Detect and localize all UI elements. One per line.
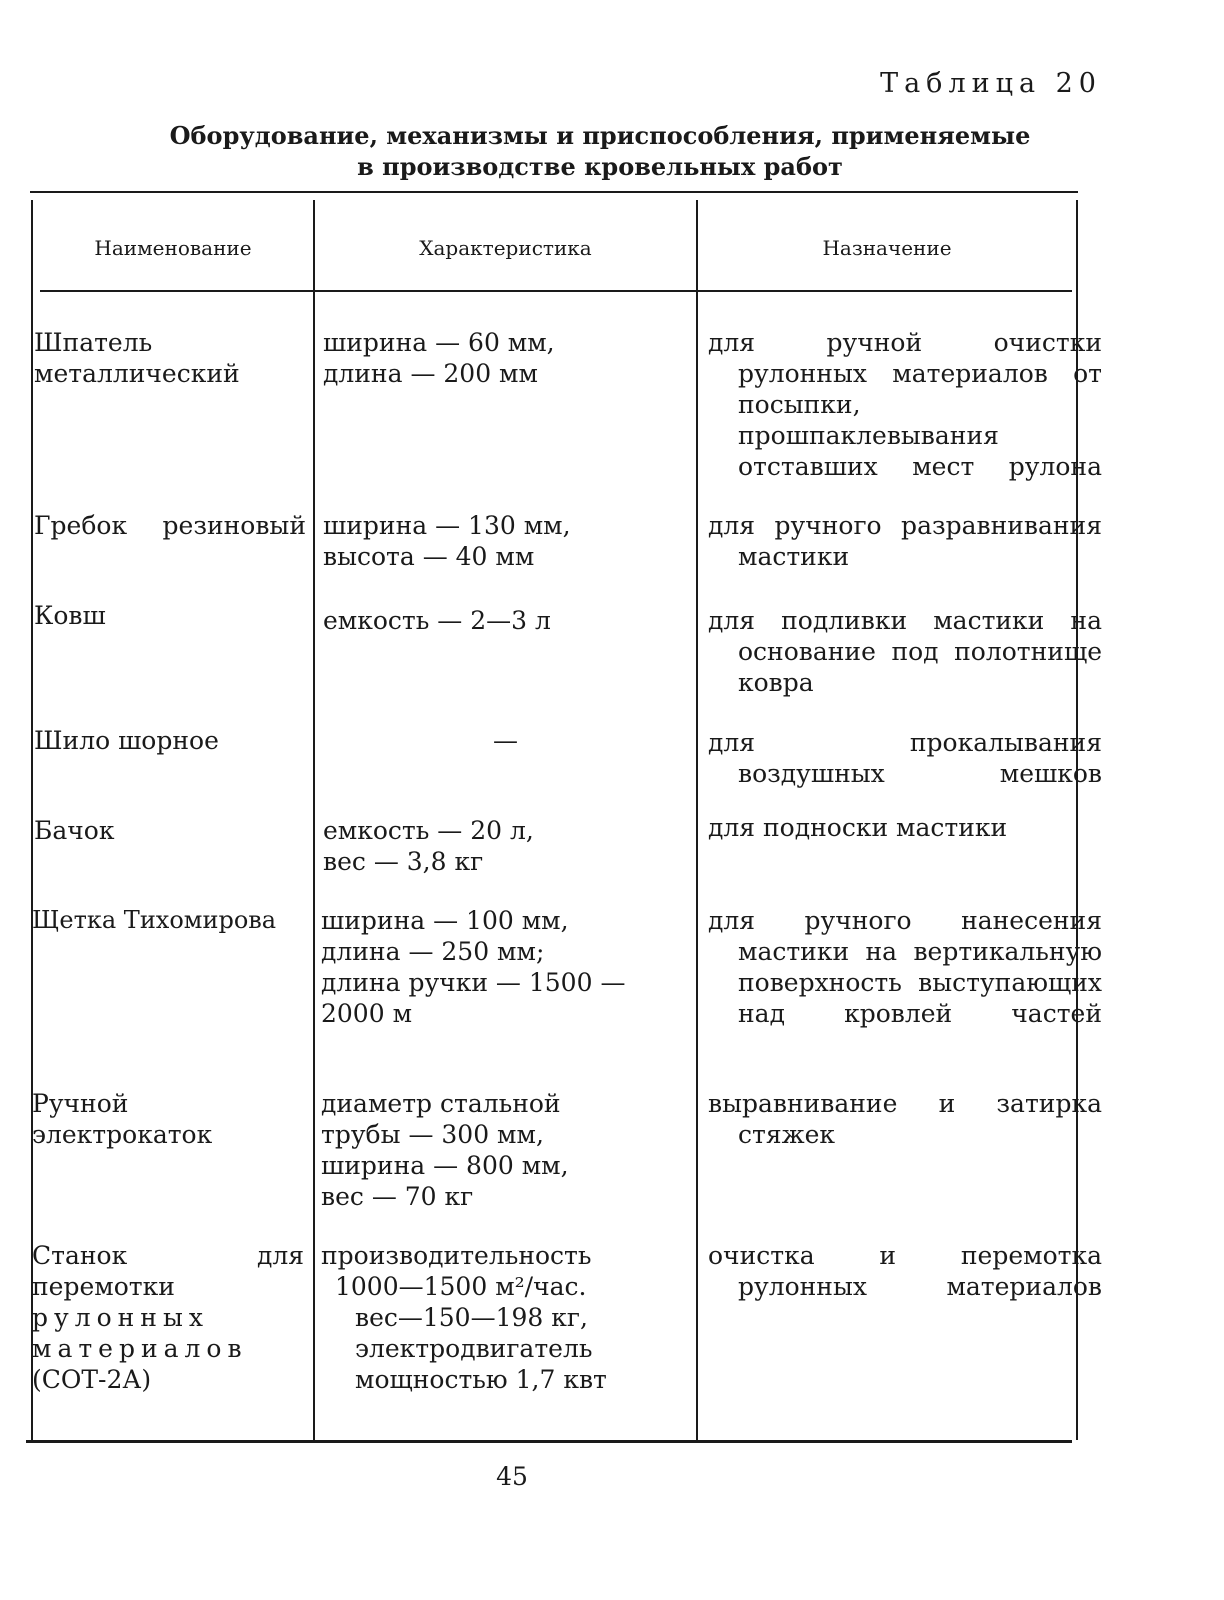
row-8-name: Станок для перемотки рулонных материалов (СОТ-2А) bbox=[32, 1241, 304, 1394]
row-4-name: Шило шорное bbox=[34, 726, 219, 755]
row-3-characteristic: емкость — 2—3 л bbox=[323, 606, 551, 635]
row-1-purpose: для ручной очистки рулонных материалов от посыпки, прошпаклевывания отставших мест рулона bbox=[708, 328, 1102, 481]
table-top-rule bbox=[30, 191, 1078, 193]
row-5-characteristic: емкость — 20 л, вес — 3,8 кг bbox=[323, 816, 534, 876]
row-5-name: Бачок bbox=[34, 816, 115, 845]
row-5-purpose: для подноски мастики bbox=[708, 813, 1008, 842]
row-7-purpose: выравнивание и затирка стяжек bbox=[708, 1089, 1102, 1149]
row-4-purpose: для прокалывания воздушных мешков bbox=[708, 728, 1102, 788]
row-8-characteristic: производительность 1000—1500 м²/час. вес—150—198 кг, электродвигатель мощностью 1,7 квт bbox=[321, 1241, 607, 1394]
header-name: Наименование bbox=[94, 236, 252, 260]
row-3-name: Ковш bbox=[34, 601, 106, 630]
header-purpose: Назначение bbox=[822, 236, 952, 260]
column-divider-2 bbox=[696, 200, 698, 1440]
row-2-name: Гребок резиновый bbox=[34, 511, 306, 540]
header-bottom-rule bbox=[40, 290, 1072, 292]
row-6-name: Щетка Тихомирова bbox=[32, 906, 277, 934]
row-6-characteristic: ширина — 100 мм, длина — 250 мм; длина ручки — 1500 — 2000 м bbox=[321, 906, 626, 1028]
table-title-line-2: в производстве кровельных работ bbox=[357, 152, 843, 181]
header-characteristic: Характеристика bbox=[419, 236, 592, 260]
column-divider-1 bbox=[313, 200, 315, 1440]
row-2-purpose: для ручного разравнивания мастики bbox=[708, 511, 1102, 571]
row-6-purpose: для ручного нанесения мастики на вертикальную поверхность выступающих над кровлей частей bbox=[708, 906, 1102, 1028]
row-2-characteristic: ширина — 130 мм, высота — 40 мм bbox=[323, 511, 571, 571]
row-1-name: Шпатель металлический bbox=[34, 328, 240, 388]
table-label: Таблица 20 bbox=[880, 68, 1102, 99]
row-7-characteristic: диаметр стальной трубы — 300 мм, ширина — 800 мм, вес — 70 кг bbox=[321, 1089, 569, 1211]
row-8-purpose: очистка и перемотка рулонных материалов bbox=[708, 1241, 1102, 1301]
row-4-characteristic: — bbox=[493, 726, 518, 755]
page-number: 45 bbox=[496, 1462, 528, 1491]
table-title bbox=[100, 120, 1100, 182]
table-bottom-rule bbox=[26, 1440, 1072, 1443]
row-1-characteristic: ширина — 60 мм, длина — 200 мм bbox=[323, 328, 555, 388]
table-title-line-1: Оборудование, механизмы и приспособления, применяемые bbox=[169, 121, 1031, 150]
row-7-name: Ручной электрокаток bbox=[32, 1089, 213, 1149]
row-3-purpose: для подливки мастики на основание под полотнище ковра bbox=[708, 606, 1102, 697]
